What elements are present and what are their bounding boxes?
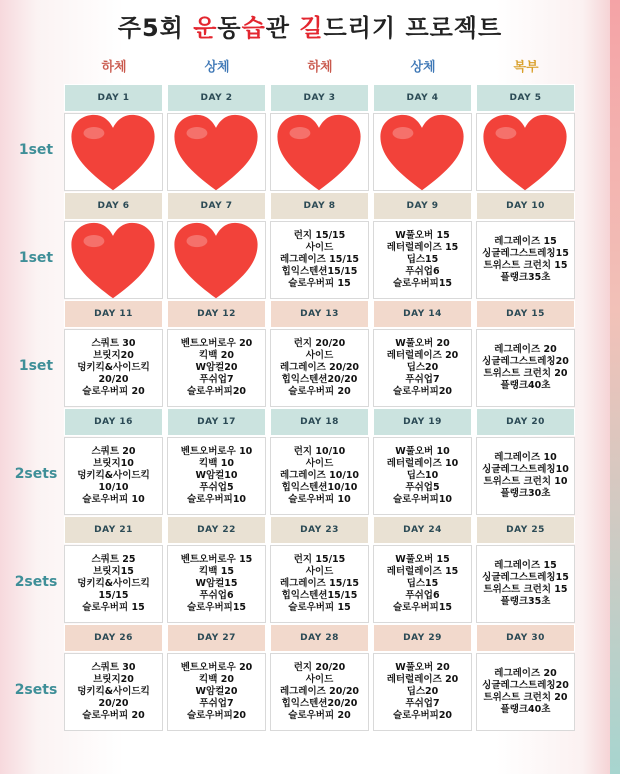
- exercise-cell: [373, 653, 472, 731]
- exercise-line: 브릿지10: [93, 458, 134, 469]
- title-part: 드리기 프로젝트: [323, 14, 503, 42]
- set-count-label: 2sets: [14, 466, 58, 482]
- day-label: DAY 4: [373, 84, 472, 112]
- exercise-line: 벤트오버로우 10: [180, 446, 253, 457]
- exercise-line: 트위스트 크런치 15: [483, 584, 568, 595]
- day-label: DAY 26: [64, 624, 163, 652]
- exercise-line: W풀오버 15: [395, 554, 450, 565]
- exercise-line: 스쿼트 25: [91, 554, 136, 565]
- exercise-line: 브릿지20: [93, 350, 134, 361]
- exercise-line: 스쿼트 30: [91, 338, 136, 349]
- exercise-line: 슬로우버피10: [392, 494, 453, 505]
- exercise-line: 킥백 10: [199, 458, 234, 469]
- column-header: 복부: [513, 60, 539, 75]
- exercise-cell: [64, 545, 163, 623]
- day-label: DAY 25: [476, 516, 575, 544]
- heart-sticker-icon: [378, 114, 466, 192]
- exercise-line: 덩키킥&사이드킥: [77, 362, 150, 373]
- exercise-line: 킥백 15: [199, 566, 234, 577]
- exercise-line: 푸쉬업5: [405, 482, 440, 493]
- set-count-label: 1set: [18, 358, 54, 374]
- exercise-line: 힙익스텐션20/20: [281, 698, 358, 709]
- exercise-cell: [167, 545, 266, 623]
- day-label: DAY 3: [270, 84, 369, 112]
- day-label: DAY 19: [373, 408, 472, 436]
- day-label: DAY 27: [167, 624, 266, 652]
- exercise-line: 스쿼트 30: [91, 662, 136, 673]
- exercise-cell: [476, 221, 575, 299]
- set-count-label: 1set: [18, 250, 54, 266]
- exercise-line: 런지 10/10: [293, 446, 346, 457]
- exercise-line: W암컬10: [195, 470, 238, 481]
- exercise-line: 킥백 20: [199, 350, 234, 361]
- exercise-line: 힙익스텐션20/20: [281, 374, 358, 385]
- exercise-cell: [64, 653, 163, 731]
- day-label: DAY 30: [476, 624, 575, 652]
- exercise-line: W풀오버 20: [395, 662, 450, 673]
- exercise-line: 슬로우버피15: [392, 602, 453, 613]
- exercise-line: 푸쉬업7: [405, 698, 440, 709]
- exercise-line: 레그레이즈 10/10: [279, 470, 360, 481]
- title-highlight: 길: [299, 14, 324, 42]
- exercise-line: 플랭크35초: [500, 596, 551, 607]
- exercise-line: 힙익스텐션15/15: [281, 266, 358, 277]
- exercise-line: 푸쉬업6: [405, 590, 440, 601]
- set-count-label: 1set: [18, 142, 54, 158]
- heart-sticker-icon: [275, 114, 363, 192]
- day-label: DAY 24: [373, 516, 472, 544]
- exercise-line: 푸쉬업7: [199, 374, 234, 385]
- exercise-line: 딥스20: [406, 686, 439, 697]
- heart-sticker-icon: [481, 114, 569, 192]
- exercise-line: W풀오버 15: [395, 230, 450, 241]
- day-label: DAY 20: [476, 408, 575, 436]
- exercise-line: 딥스10: [406, 470, 439, 481]
- exercise-line: 사이드: [305, 458, 334, 469]
- day-label: DAY 22: [167, 516, 266, 544]
- exercise-line: 슬로우버피 10: [82, 494, 145, 505]
- exercise-line: 레터럴레이즈 20: [386, 674, 459, 685]
- exercise-line: 레그레이즈 20/20: [279, 362, 360, 373]
- exercise-cell: [476, 329, 575, 407]
- exercise-line: 슬로우버피 10: [288, 494, 351, 505]
- exercise-line: 슬로우버피 20: [82, 710, 145, 721]
- day-label: DAY 1: [64, 84, 163, 112]
- exercise-line: 힙익스텐션10/10: [281, 482, 358, 493]
- exercise-line: 슬로우버피10: [186, 494, 247, 505]
- exercise-line: 싱글레그스트레칭15: [482, 248, 569, 259]
- exercise-line: 플랭크30초: [500, 488, 551, 499]
- exercise-line: 덩키킥&사이드킥: [77, 470, 150, 481]
- exercise-cell: [167, 329, 266, 407]
- exercise-line: 슬로우버피15: [392, 278, 453, 289]
- exercise-line: 푸쉬업7: [405, 374, 440, 385]
- exercise-line: 플랭크40초: [500, 704, 551, 715]
- day-label: DAY 12: [167, 300, 266, 328]
- exercise-line: W암컬20: [195, 686, 238, 697]
- heart-sticker-icon: [69, 222, 157, 300]
- exercise-cell: [64, 329, 163, 407]
- exercise-cell: [373, 221, 472, 299]
- day-label: DAY 17: [167, 408, 266, 436]
- exercise-line: 푸쉬업6: [405, 266, 440, 277]
- exercise-line: 런지 20/20: [293, 338, 346, 349]
- exercise-line: 스쿼트 20: [91, 446, 136, 457]
- exercise-line: 트위스트 크런치 10: [483, 476, 568, 487]
- day-label: DAY 18: [270, 408, 369, 436]
- exercise-line: 10/10: [98, 482, 129, 493]
- exercise-line: 레그레이즈 20/20: [279, 686, 360, 697]
- exercise-line: 15/15: [98, 590, 129, 601]
- day-label: DAY 7: [167, 192, 266, 220]
- exercise-cell: [476, 545, 575, 623]
- exercise-line: 슬로우버피 20: [82, 386, 145, 397]
- exercise-line: 푸쉬업7: [199, 698, 234, 709]
- exercise-cell: [167, 653, 266, 731]
- exercise-line: 힙익스텐션15/15: [281, 590, 358, 601]
- exercise-cell: [167, 437, 266, 515]
- exercise-line: 브릿지15: [93, 566, 134, 577]
- day-label: DAY 5: [476, 84, 575, 112]
- page-title: [0, 8, 620, 44]
- exercise-cell: [476, 437, 575, 515]
- exercise-line: 슬로우버피 15: [82, 602, 145, 613]
- column-header: 상체: [410, 60, 436, 75]
- exercise-line: W암컬20: [195, 362, 238, 373]
- day-label: DAY 9: [373, 192, 472, 220]
- exercise-line: 싱글레그스트레칭10: [482, 464, 569, 475]
- exercise-line: 싱글레그스트레칭15: [482, 572, 569, 583]
- day-label: DAY 6: [64, 192, 163, 220]
- exercise-cell: [476, 653, 575, 731]
- exercise-line: 푸쉬업6: [199, 590, 234, 601]
- exercise-line: W암컬15: [195, 578, 238, 589]
- day-label: DAY 8: [270, 192, 369, 220]
- exercise-line: 레그레이즈 20: [494, 344, 557, 355]
- exercise-line: 레그레이즈 10: [494, 452, 557, 463]
- exercise-line: 푸쉬업5: [199, 482, 234, 493]
- exercise-line: 딥스20: [406, 362, 439, 373]
- exercise-line: 슬로우버피 15: [288, 278, 351, 289]
- page-edge-decoration: [610, 0, 620, 774]
- day-label: DAY 21: [64, 516, 163, 544]
- set-count-label: 2sets: [14, 682, 58, 698]
- exercise-cell: [373, 545, 472, 623]
- exercise-line: 20/20: [98, 698, 129, 709]
- exercise-line: 레터럴레이즈 10: [386, 458, 459, 469]
- exercise-line: 슬로우버피 15: [288, 602, 351, 613]
- exercise-line: 벤트오버로우 20: [180, 338, 253, 349]
- heart-sticker-icon: [69, 114, 157, 192]
- day-label: DAY 13: [270, 300, 369, 328]
- heart-sticker-icon: [172, 222, 260, 300]
- title-highlight: 습: [241, 14, 266, 42]
- exercise-line: 트위스트 크런치 15: [483, 260, 568, 271]
- exercise-line: 플랭크40초: [500, 380, 551, 391]
- exercise-line: 레터럴레이즈 15: [386, 566, 459, 577]
- title-highlight: 운: [193, 14, 218, 42]
- exercise-line: 트위스트 크런치 20: [483, 692, 568, 703]
- exercise-cell: [270, 329, 369, 407]
- exercise-line: 벤트오버로우 20: [180, 662, 253, 673]
- exercise-line: 킥백 20: [199, 674, 234, 685]
- exercise-line: 딥스15: [406, 578, 439, 589]
- exercise-line: 슬로우버피20: [186, 386, 247, 397]
- exercise-line: 슬로우버피20: [392, 386, 453, 397]
- exercise-cell: [270, 437, 369, 515]
- exercise-line: 덩키킥&사이드킥: [77, 686, 150, 697]
- exercise-line: 딥스15: [406, 254, 439, 265]
- exercise-line: 싱글레그스트레칭20: [482, 680, 569, 691]
- exercise-cell: [64, 437, 163, 515]
- day-label: DAY 14: [373, 300, 472, 328]
- exercise-line: 런지 15/15: [293, 230, 346, 241]
- exercise-cell: [373, 329, 472, 407]
- exercise-line: 레그레이즈 15/15: [279, 254, 360, 265]
- exercise-line: 슬로우버피20: [186, 710, 247, 721]
- exercise-line: 20/20: [98, 374, 129, 385]
- exercise-line: 벤트오버로우 15: [180, 554, 253, 565]
- exercise-line: 슬로우버피15: [186, 602, 247, 613]
- day-label: DAY 2: [167, 84, 266, 112]
- exercise-line: 트위스트 크런치 20: [483, 368, 568, 379]
- exercise-line: W풀오버 20: [395, 338, 450, 349]
- exercise-line: 슬로우버피 20: [288, 710, 351, 721]
- exercise-line: 슬로우버피20: [392, 710, 453, 721]
- exercise-line: 레그레이즈 15: [494, 236, 557, 247]
- day-label: DAY 28: [270, 624, 369, 652]
- set-count-label: 2sets: [14, 574, 58, 590]
- exercise-cell: [270, 221, 369, 299]
- day-label: DAY 10: [476, 192, 575, 220]
- title-part: 주5회: [117, 14, 194, 42]
- exercise-line: 싱글레그스트레칭20: [482, 356, 569, 367]
- exercise-cell: [270, 653, 369, 731]
- day-label: DAY 11: [64, 300, 163, 328]
- exercise-line: 슬로우버피 20: [288, 386, 351, 397]
- day-label: DAY 23: [270, 516, 369, 544]
- exercise-line: 런지 20/20: [293, 662, 346, 673]
- column-header: 상체: [204, 60, 230, 75]
- day-label: DAY 15: [476, 300, 575, 328]
- day-label: DAY 16: [64, 408, 163, 436]
- heart-sticker-icon: [172, 114, 260, 192]
- exercise-cell: [270, 545, 369, 623]
- exercise-line: 플랭크35초: [500, 272, 551, 283]
- day-label: DAY 29: [373, 624, 472, 652]
- exercise-cell: [373, 437, 472, 515]
- exercise-line: 레터럴레이즈 20: [386, 350, 459, 361]
- exercise-line: 사이드: [305, 242, 334, 253]
- exercise-line: 덩키킥&사이드킥: [77, 578, 150, 589]
- exercise-line: 런지 15/15: [293, 554, 346, 565]
- exercise-line: 레그레이즈 15: [494, 560, 557, 571]
- exercise-line: W풀오버 10: [395, 446, 450, 457]
- title-part: 관: [265, 14, 300, 42]
- column-header: 하체: [307, 60, 333, 75]
- exercise-line: 레터럴레이즈 15: [386, 242, 459, 253]
- exercise-line: 브릿지20: [93, 674, 134, 685]
- exercise-line: 사이드: [305, 350, 334, 361]
- title-part: 동: [217, 14, 242, 42]
- exercise-line: 레그레이즈 15/15: [279, 578, 360, 589]
- exercise-line: 레그레이즈 20: [494, 668, 557, 679]
- exercise-line: 사이드: [305, 566, 334, 577]
- column-header: 하체: [101, 60, 127, 75]
- exercise-line: 사이드: [305, 674, 334, 685]
